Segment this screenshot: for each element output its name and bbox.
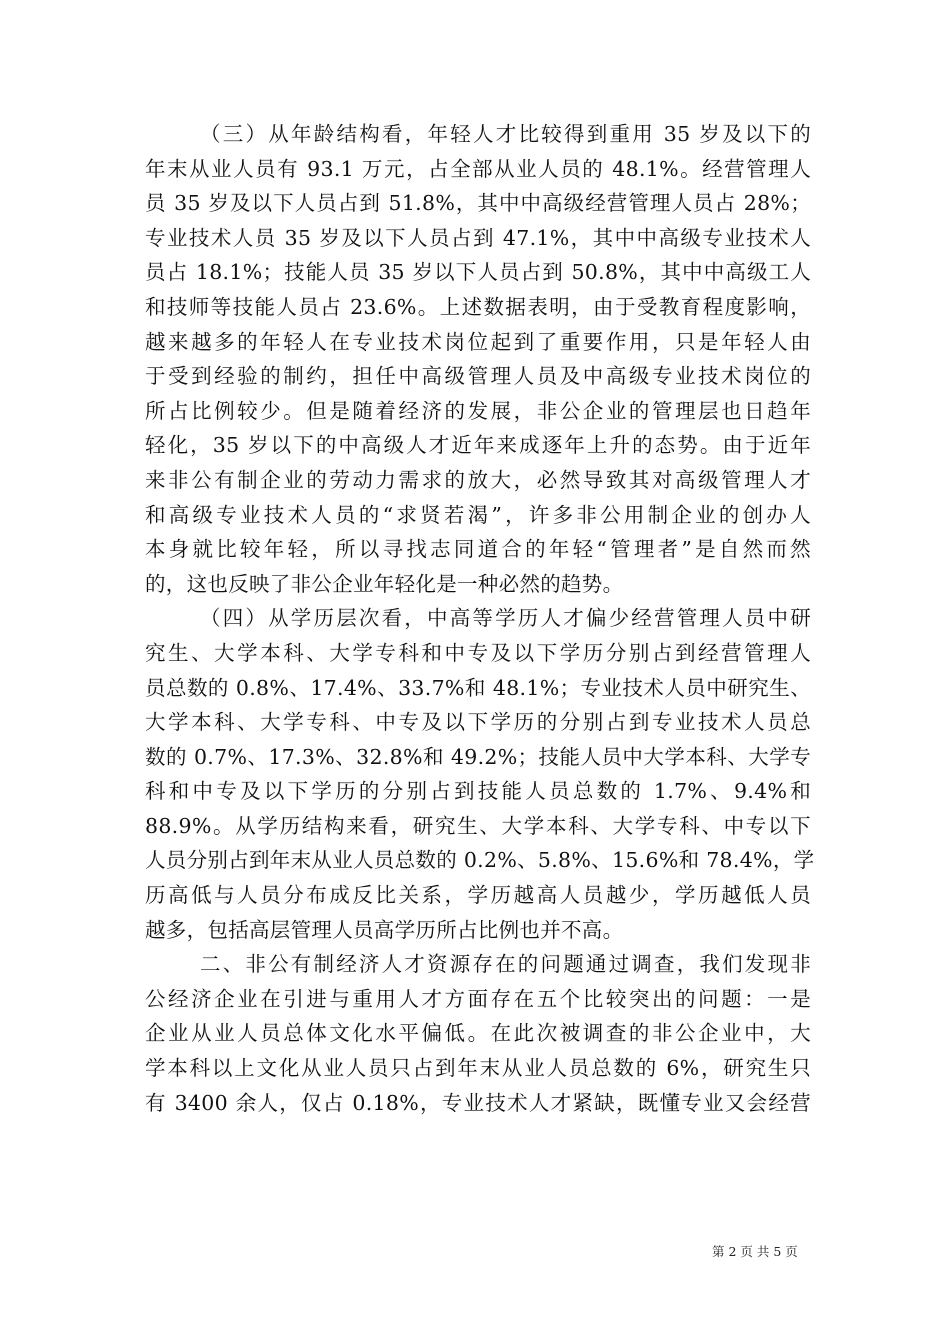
paragraph-problems-line: 有 3400 余人，仅占 0.18%，专业技术人才紧缺，既懂专业又会经营 bbox=[145, 1090, 811, 1115]
page-number: 第 2 页 共 5 页 bbox=[712, 1244, 798, 1259]
paragraph-age-structure-line: 来非公有制企业的劳动力需求的放大，必然导致其对高级管理人才 bbox=[145, 467, 811, 492]
paragraph-age-structure-line: 越来越多的年轻人在专业技术岗位起到了重要作用，只是年轻人由 bbox=[145, 329, 811, 354]
paragraph-age-structure-line: 和高级专业技术人员的“求贤若渴”，许多非公用制企业的创办人 bbox=[145, 502, 811, 527]
paragraph-education-line: 大学本科、大学专科、中专及以下学历的分别占到专业技术人员总 bbox=[145, 710, 811, 735]
paragraph-problems-line: 二、非公有制经济人才资源存在的问题通过调查，我们发现非 bbox=[200, 952, 811, 977]
paragraph-education-line: 越多，包括高层管理人员高学历所占比例也并不高。 bbox=[145, 917, 624, 942]
paragraph-age-structure-line: 和技师等技能人员占 23.6%。上述数据表明，由于受教育程度影响， bbox=[145, 294, 811, 319]
paragraph-education-line: 科和中专及以下学历的分别占到技能人员总数的 1.7%、9.4%和 bbox=[145, 779, 811, 804]
paragraph-education-line: 历高低与人员分布成反比关系，学历越高人员越少，学历越低人员 bbox=[145, 883, 811, 908]
body-text bbox=[145, 117, 815, 1120]
paragraph-age-structure-line: 员占 18.1%；技能人员 35 岁以下人员占到 50.8%，其中中高级工人 bbox=[145, 260, 811, 285]
paragraph-age-structure-line: 于受到经验的制约，担任中高级管理人员及中高级专业技术岗位的 bbox=[145, 364, 811, 389]
paragraph-age-structure-line: 轻化，35 岁以下的中高级人才近年来成逐年上升的态势。由于近年 bbox=[145, 433, 811, 458]
paragraph-education-line: 人员分别占到年末从业人员总数的 0.2%、5.8%、15.6%和 78.4%，学 bbox=[145, 848, 815, 873]
paragraph-age-structure-line: 员 35 岁及以下人员占到 51.8%，其中中高级经营管理人员占 28%； bbox=[145, 191, 811, 216]
paragraph-problems-line: 企业从业人员总体文化水平偏低。在此次被调查的非公企业中，大 bbox=[145, 1021, 811, 1046]
paragraph-age-structure-line: 年末从业人员有 93.1 万元，占全部从业人员的 48.1%。经营管理人 bbox=[145, 156, 811, 181]
paragraph-age-structure-line: 专业技术人员 35 岁及以下人员占到 47.1%，其中中高级专业技术人 bbox=[145, 225, 811, 250]
paragraph-age-structure-line: 本身就比较年轻，所以寻找志同道合的年轻“管理者”是自然而然 bbox=[145, 537, 811, 562]
paragraph-education-line: 88.9%。从学历结构来看，研究生、大学本科、大学专科、中专以下 bbox=[145, 813, 811, 838]
paragraph-education-line: （四）从学历层次看，中高等学历人才偏少经营管理人员中研 bbox=[200, 606, 811, 631]
paragraph-age-structure-line: 的，这也反映了非公企业年轻化是一种必然的趋势。 bbox=[145, 571, 624, 596]
paragraph-age-structure-line: （三）从年龄结构看，年轻人才比较得到重用 35 岁及以下的 bbox=[200, 122, 811, 146]
paragraph-education-line: 数的 0.7%、17.3%、32.8%和 49.2%；技能人员中大学本科、大学专 bbox=[145, 744, 811, 769]
paragraph-problems-line: 学本科以上文化从业人员只占到年末从业人员总数的 6%，研究生只 bbox=[145, 1056, 811, 1081]
paragraph-age-structure-line: 所占比例较少。但是随着经济的发展，非公企业的管理层也日趋年 bbox=[145, 398, 811, 423]
paragraph-education-line: 员总数的 0.8%、17.4%、33.7%和 48.1%；专业技术人员中研究生、 bbox=[145, 675, 811, 700]
paragraph-education-line: 究生、大学本科、大学专科和中专及以下学历分别占到经营管理人 bbox=[145, 640, 811, 665]
paragraph-problems-line: 公经济企业在引进与重用人才方面存在五个比较突出的问题：一是 bbox=[145, 986, 811, 1011]
